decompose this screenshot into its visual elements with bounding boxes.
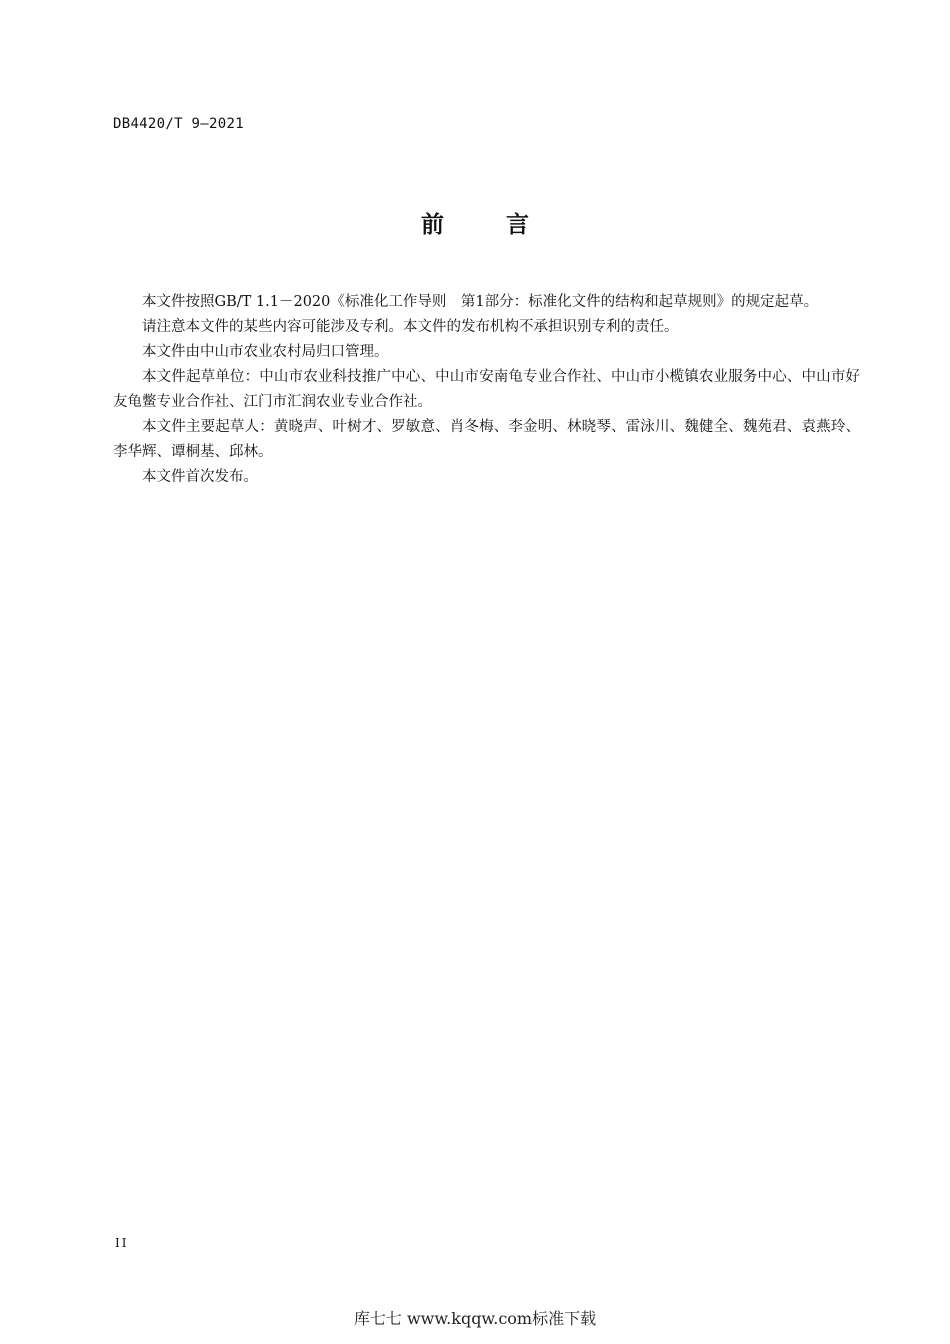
paragraph-administration: 本文件由中山市农业农村局归口管理。: [142, 344, 389, 360]
page-number: II: [115, 1236, 129, 1250]
paragraph-drafters: 本文件主要起草人：黄晓声、叶树才、罗敏意、肖冬梅、李金明、林晓琴、雷泳川、魏健全、魏苑君、袁燕玲、李华辉、谭桐基、邱林。: [113, 419, 860, 460]
paragraph-first-release: 本文件首次发布。: [142, 469, 258, 485]
document-code: DB4420/T 9—2021: [113, 116, 244, 132]
paragraph-patent-notice: 请注意本文件的某些内容可能涉及专利。本文件的发布机构不承担识别专利的责任。: [142, 319, 679, 335]
page-title: 前言: [421, 212, 591, 238]
paragraph-drafting-rules: 本文件按照GB/T 1.1－2020《标准化工作导则 第1部分：标准化文件的结构和起草规则》的规定起草。: [142, 294, 819, 310]
footer-watermark: 库七七 www.kqqw.com标准下载: [353, 1309, 597, 1328]
paragraph-drafting-units: 本文件起草单位：中山市农业科技推广中心、中山市安南龟专业合作社、中山市小榄镇农业服务中心、中山市好友龟鳖专业合作社、江门市汇润农业专业合作社。: [113, 369, 860, 410]
foreword-body: [113, 290, 860, 490]
